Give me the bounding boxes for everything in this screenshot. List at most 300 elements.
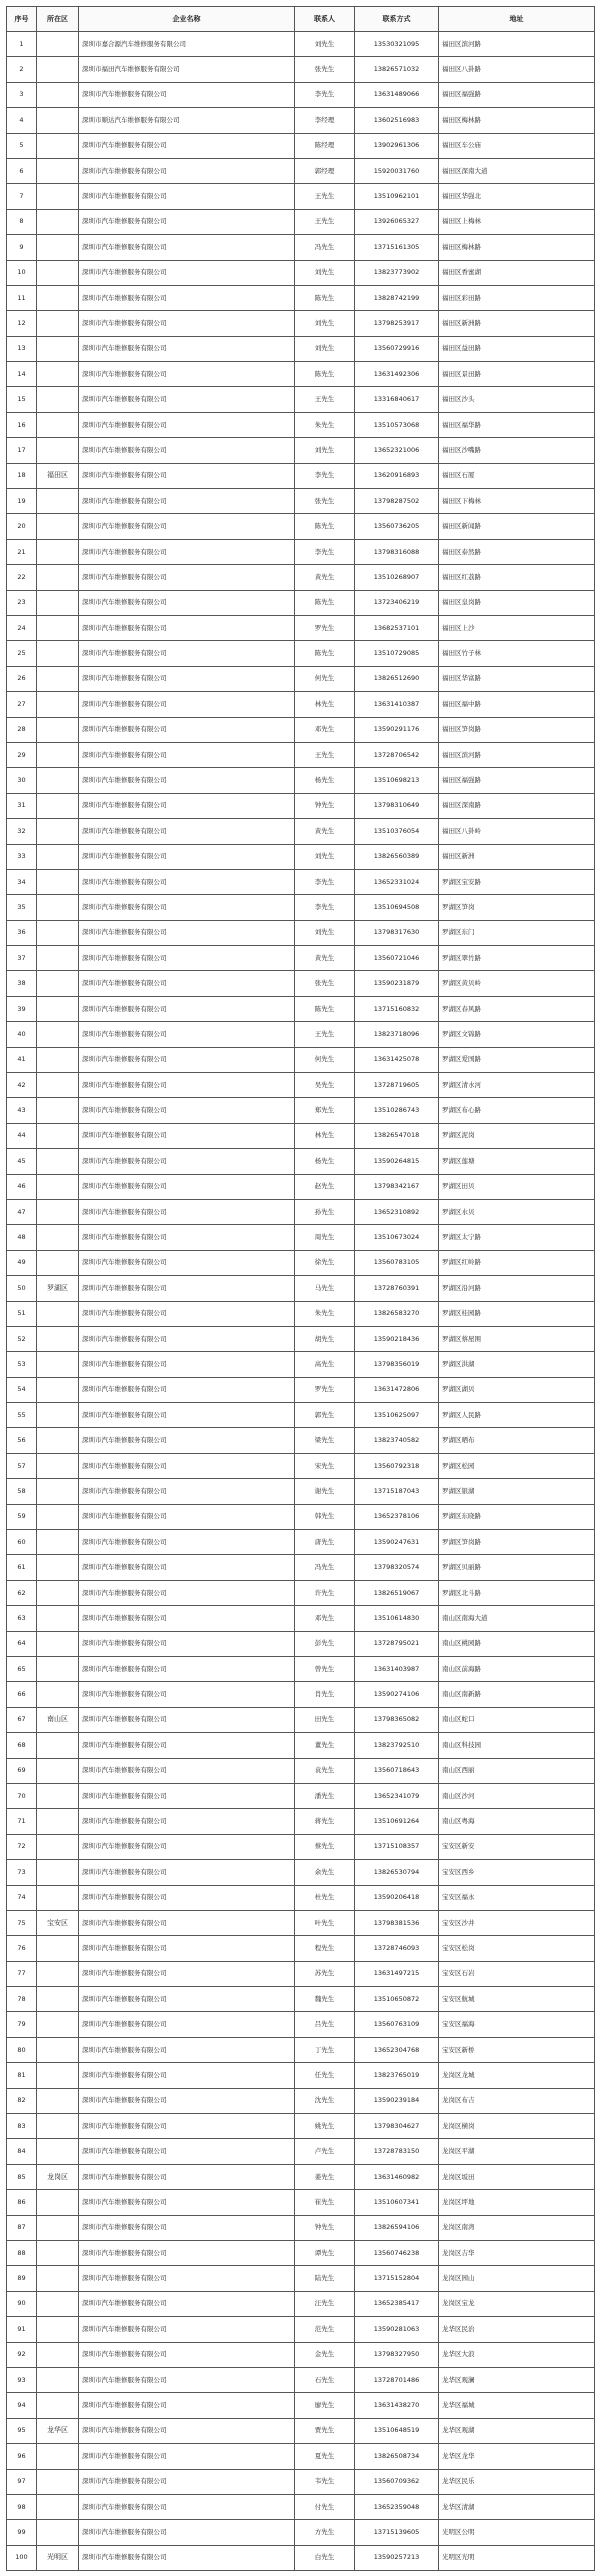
table-row [7,1098,595,1123]
cell-contact: 叶先生 [295,1910,355,1935]
cell-address: 罗湖区笋岗 [439,895,595,920]
cell-district [37,133,79,158]
table-row [7,2012,595,2037]
cell-seq: 52 [7,1326,37,1351]
cell-name: 深圳市汽车维修服务有限公司 [79,1326,295,1351]
header-phone: 联系方式 [355,7,439,32]
cell-seq: 97 [7,2469,37,2494]
cell-address: 宝安区西乡 [439,1860,595,1885]
cell-phone: 13798304627 [355,2114,439,2139]
cell-name: 深圳市汽车维修服务有限公司 [79,2139,295,2164]
cell-contact: 黄先生 [295,946,355,971]
cell-phone: 13510673024 [355,1225,439,1250]
cell-contact: 李先生 [295,869,355,894]
cell-seq: 90 [7,2291,37,2316]
cell-district [37,1301,79,1326]
table-row [7,260,595,285]
cell-address: 南山区蛇口 [439,1707,595,1732]
cell-address: 龙岗区坪地 [439,2190,595,2215]
table-row [7,1580,595,1605]
cell-name: 深圳市汽车维修服务有限公司 [79,1631,295,1656]
cell-address: 宝安区石岩 [439,1961,595,1986]
cell-district [37,2393,79,2418]
cell-phone: 13798342167 [355,1174,439,1199]
cell-district [37,1174,79,1199]
cell-contact: 张先生 [295,971,355,996]
table-row [7,2240,595,2265]
cell-seq: 2 [7,57,37,82]
cell-phone: 13510648519 [355,2418,439,2443]
cell-seq: 47 [7,1199,37,1224]
cell-address: 龙岗区平湖 [439,2139,595,2164]
cell-district [37,768,79,793]
cell-name: 深圳市汽车维修服务有限公司 [79,2190,295,2215]
cell-name: 深圳市汽车维修服务有限公司 [79,666,295,691]
cell-contact: 郑先生 [295,1098,355,1123]
cell-seq: 73 [7,1860,37,1885]
cell-contact: 郭经理 [295,158,355,183]
table-row [7,2444,595,2469]
cell-contact: 余先生 [295,1860,355,1885]
cell-seq: 30 [7,768,37,793]
table-row [7,565,595,590]
cell-seq: 72 [7,1834,37,1859]
table-row [7,2088,595,2113]
table-row [7,336,595,361]
cell-contact: 曾先生 [295,1657,355,1682]
table-row [7,311,595,336]
cell-contact: 冯先生 [295,1555,355,1580]
table-row [7,1809,595,1834]
cell-district [37,1149,79,1174]
cell-name: 深圳市汽车维修服务有限公司 [79,158,295,183]
cell-phone: 13715152804 [355,2266,439,2291]
table-row [7,1910,595,1935]
table-row [7,32,595,57]
cell-phone: 13728795021 [355,1631,439,1656]
cell-address: 罗湖区松园 [439,1453,595,1478]
cell-phone: 13723406219 [355,590,439,615]
cell-contact: 刘先生 [295,311,355,336]
table-row [7,1707,595,1732]
cell-seq: 59 [7,1504,37,1529]
cell-contact: 刘先生 [295,844,355,869]
cell-district [37,108,79,133]
table-row [7,2291,595,2316]
cell-name: 深圳市汽车维修服务有限公司 [79,2240,295,2265]
cell-district [37,590,79,615]
cell-contact: 夏先生 [295,2444,355,2469]
cell-district [37,285,79,310]
cell-phone: 13631425078 [355,1047,439,1072]
cell-phone: 13823773902 [355,260,439,285]
cell-district [37,1123,79,1148]
cell-seq: 15 [7,387,37,412]
cell-phone: 13798253917 [355,311,439,336]
cell-contact: 邓先生 [295,1606,355,1631]
cell-address: 罗湖区北斗路 [439,1580,595,1605]
cell-phone: 13631497215 [355,1961,439,1986]
cell-address: 福田区滨河路 [439,742,595,767]
cell-contact: 肖先生 [295,1682,355,1707]
table-row [7,133,595,158]
cell-address: 福田区八卦岭 [439,819,595,844]
cell-district [37,1530,79,1555]
cell-contact: 黄先生 [295,565,355,590]
cell-address: 宝安区沙井 [439,1910,595,1935]
cell-address: 罗湖区晒布 [439,1428,595,1453]
cell-district [37,920,79,945]
cell-seq: 64 [7,1631,37,1656]
cell-contact: 刘先生 [295,32,355,57]
cell-address: 罗湖区东门 [439,920,595,945]
cell-name: 深圳市汽车维修服务有限公司 [79,489,295,514]
cell-name: 深圳市汽车维修服务有限公司 [79,1936,295,1961]
cell-address: 福田区沙嘴路 [439,438,595,463]
cell-name: 深圳市汽车维修服务有限公司 [79,971,295,996]
cell-address: 罗湖区沿河路 [439,1276,595,1301]
cell-seq: 81 [7,2063,37,2088]
cell-name: 深圳市汽车维修服务有限公司 [79,1199,295,1224]
cell-phone: 13631492306 [355,362,439,387]
cell-address: 罗湖区田贝 [439,1174,595,1199]
cell-phone: 13316840617 [355,387,439,412]
cell-contact: 唐先生 [295,1530,355,1555]
cell-address: 罗湖区清水河 [439,1073,595,1098]
table-row [7,1250,595,1275]
cell-address: 福田区新闻路 [439,514,595,539]
cell-district [37,1961,79,1986]
cell-contact: 李先生 [295,539,355,564]
cell-district [37,387,79,412]
cell-name: 深圳市汽车维修服务有限公司 [79,2164,295,2189]
cell-name: 深圳市汽车维修服务有限公司 [79,362,295,387]
cell-address: 罗湖区人民路 [439,1403,595,1428]
cell-seq: 61 [7,1555,37,1580]
cell-address: 福田区车公庙 [439,133,595,158]
cell-name: 深圳市汽车维修服务有限公司 [79,1250,295,1275]
cell-district [37,362,79,387]
cell-phone: 13652304768 [355,2037,439,2062]
cell-name: 深圳市汽车维修服务有限公司 [79,2012,295,2037]
cell-address: 罗湖区泥岗 [439,1123,595,1148]
cell-address: 罗湖区洪湖 [439,1352,595,1377]
cell-contact: 林先生 [295,1123,355,1148]
cell-phone: 13510268907 [355,565,439,590]
table-row [7,1047,595,1072]
cell-phone: 13715108357 [355,1834,439,1859]
cell-contact: 徐先生 [295,1250,355,1275]
cell-seq: 9 [7,235,37,260]
cell-contact: 方先生 [295,2520,355,2545]
cell-name: 深圳市汽车维修服务有限公司 [79,2037,295,2062]
table-row [7,641,595,666]
cell-contact: 何先生 [295,666,355,691]
table-row [7,1987,595,2012]
cell-name: 深圳市顺达汽车维修服务有限公司 [79,108,295,133]
cell-seq: 10 [7,260,37,285]
cell-address: 福田区彩田路 [439,285,595,310]
table-row [7,2367,595,2392]
cell-contact: 陈先生 [295,514,355,539]
cell-district [37,1758,79,1783]
table-row [7,1733,595,1758]
cell-district [37,692,79,717]
cell-address: 罗湖区翠竹路 [439,946,595,971]
cell-contact: 张先生 [295,57,355,82]
cell-seq: 57 [7,1453,37,1478]
cell-name: 深圳市汽车维修服务有限公司 [79,1352,295,1377]
cell-contact: 杜先生 [295,1885,355,1910]
cell-phone: 13590291176 [355,717,439,742]
cell-phone: 13530321095 [355,32,439,57]
cell-phone: 13798320574 [355,1555,439,1580]
cell-seq: 8 [7,209,37,234]
cell-phone: 13510573068 [355,412,439,437]
cell-name: 深圳市汽车维修服务有限公司 [79,1910,295,1935]
cell-contact: 沈先生 [295,2088,355,2113]
cell-seq: 3 [7,82,37,107]
cell-contact: 袁先生 [295,1758,355,1783]
cell-contact: 丁先生 [295,2037,355,2062]
cell-name: 深圳市汽车维修服务有限公司 [79,1733,295,1758]
table-row [7,514,595,539]
cell-phone: 13826519067 [355,1580,439,1605]
cell-contact: 高先生 [295,1352,355,1377]
cell-seq: 83 [7,2114,37,2139]
cell-district [37,57,79,82]
table-row [7,2063,595,2088]
cell-address: 罗湖区蔡屋围 [439,1326,595,1351]
cell-seq: 31 [7,793,37,818]
cell-contact: 程先生 [295,1936,355,1961]
cell-name: 深圳市汽车维修服务有限公司 [79,1225,295,1250]
cell-contact: 崔先生 [295,2190,355,2215]
cell-seq: 7 [7,184,37,209]
cell-address: 罗湖区文锦路 [439,1022,595,1047]
cell-address: 宝安区松岗 [439,1936,595,1961]
table-row [7,1504,595,1529]
cell-name: 深圳市汽车维修服务有限公司 [79,717,295,742]
cell-district [37,641,79,666]
cell-district: 龙华区 [37,2418,79,2443]
cell-seq: 23 [7,590,37,615]
cell-address: 罗湖区莲塘 [439,1149,595,1174]
cell-district [37,2291,79,2316]
cell-district [37,2494,79,2519]
cell-seq: 32 [7,819,37,844]
cell-seq: 67 [7,1707,37,1732]
cell-name: 深圳市汽车维修服务有限公司 [79,793,295,818]
cell-seq: 65 [7,1657,37,1682]
cell-address: 福田区华强北 [439,184,595,209]
cell-phone: 13590231879 [355,971,439,996]
table-row [7,590,595,615]
cell-seq: 79 [7,2012,37,2037]
cell-phone: 13652385417 [355,2291,439,2316]
cell-seq: 53 [7,1352,37,1377]
cell-district [37,1555,79,1580]
cell-phone: 15920031760 [355,158,439,183]
cell-address: 福田区滨河路 [439,32,595,57]
cell-contact: 朱先生 [295,412,355,437]
cell-contact: 马先生 [295,1276,355,1301]
cell-name: 深圳市汽车维修服务有限公司 [79,463,295,488]
cell-address: 罗湖区银湖 [439,1479,595,1504]
cell-contact: 贾先生 [295,2418,355,2443]
table-row [7,1555,595,1580]
cell-address: 龙华区清湖 [439,2494,595,2519]
cell-contact: 王先生 [295,387,355,412]
cell-contact: 赵先生 [295,1174,355,1199]
cell-contact: 彭先生 [295,1631,355,1656]
table-row [7,692,595,717]
cell-address: 福田区梅林路 [439,235,595,260]
cell-address: 福田区新洲 [439,844,595,869]
table-row [7,1276,595,1301]
table-row [7,946,595,971]
table-row [7,1199,595,1224]
cell-seq: 94 [7,2393,37,2418]
cell-address: 罗湖区宝安路 [439,869,595,894]
cell-phone: 13510729085 [355,641,439,666]
cell-name: 深圳市汽车维修服务有限公司 [79,336,295,361]
cell-district [37,1733,79,1758]
cell-address: 宝安区新桥 [439,2037,595,2062]
cell-phone: 13652341079 [355,1783,439,1808]
cell-contact: 朱先生 [295,1301,355,1326]
cell-seq: 42 [7,1073,37,1098]
cell-address: 龙华区龙华 [439,2444,595,2469]
cell-phone: 13823718096 [355,1022,439,1047]
cell-name: 深圳市汽车维修服务有限公司 [79,235,295,260]
header-name: 企业名称 [79,7,295,32]
cell-contact: 王先生 [295,1022,355,1047]
table-row [7,2469,595,2494]
cell-seq: 62 [7,1580,37,1605]
cell-contact: 孙先生 [295,1199,355,1224]
cell-address: 福田区梅林路 [439,108,595,133]
table-row [7,1758,595,1783]
cell-district [37,1580,79,1605]
cell-address: 罗湖区布心路 [439,1098,595,1123]
cell-name: 深圳市汽车维修服务有限公司 [79,1047,295,1072]
table-row [7,1479,595,1504]
cell-address: 福田区石厦 [439,463,595,488]
header-seq: 序号 [7,7,37,32]
cell-contact: 何先生 [295,1047,355,1072]
cell-seq: 4 [7,108,37,133]
cell-district [37,793,79,818]
cell-phone: 13590206418 [355,1885,439,1910]
cell-district [37,82,79,107]
cell-name: 深圳市汽车维修服务有限公司 [79,2444,295,2469]
table-row [7,920,595,945]
cell-seq: 26 [7,666,37,691]
cell-phone: 13682537101 [355,615,439,640]
enterprise-table-wrapper [6,6,594,2571]
cell-name: 深圳市汽车维修服务有限公司 [79,692,295,717]
cell-address: 福田区福强路 [439,768,595,793]
table-row [7,2342,595,2367]
table-row [7,539,595,564]
cell-district [37,209,79,234]
cell-name: 深圳市福田汽车维修服务有限公司 [79,57,295,82]
cell-address: 龙华区民治 [439,2317,595,2342]
cell-district [37,489,79,514]
cell-phone: 13652321006 [355,438,439,463]
cell-address: 宝安区福海 [439,2012,595,2037]
cell-name: 深圳市汽车维修服务有限公司 [79,1504,295,1529]
cell-phone: 13902961306 [355,133,439,158]
cell-district [37,2037,79,2062]
table-row [7,412,595,437]
cell-phone: 13560718643 [355,1758,439,1783]
cell-seq: 74 [7,1885,37,1910]
table-row [7,996,595,1021]
cell-address: 龙岗区宝龙 [439,2291,595,2316]
cell-district [37,158,79,183]
cell-seq: 50 [7,1276,37,1301]
cell-seq: 48 [7,1225,37,1250]
cell-phone: 13715161305 [355,235,439,260]
table-row [7,1860,595,1885]
cell-address: 福田区上沙 [439,615,595,640]
cell-address: 龙华区福城 [439,2393,595,2418]
cell-address: 龙华区大浪 [439,2342,595,2367]
table-row [7,2545,595,2570]
cell-district [37,717,79,742]
cell-name: 深圳市汽车维修服务有限公司 [79,438,295,463]
cell-phone: 13590264815 [355,1149,439,1174]
cell-district [37,971,79,996]
table-row [7,1301,595,1326]
cell-contact: 卢先生 [295,2139,355,2164]
cell-phone: 13510962101 [355,184,439,209]
cell-name: 深圳市汽车维修服务有限公司 [79,2520,295,2545]
cell-name: 深圳市汽车维修服务有限公司 [79,82,295,107]
cell-contact: 钟先生 [295,2215,355,2240]
cell-district [37,2114,79,2139]
cell-contact: 林先生 [295,692,355,717]
table-row [7,1885,595,1910]
cell-district [37,1504,79,1529]
cell-phone: 13798310649 [355,793,439,818]
cell-district [37,1783,79,1808]
table-row [7,463,595,488]
cell-phone: 13590274106 [355,1682,439,1707]
cell-contact: 蒋先生 [295,1809,355,1834]
cell-address: 福田区福华路 [439,412,595,437]
cell-name: 深圳市汽车维修服务有限公司 [79,844,295,869]
cell-district [37,1098,79,1123]
cell-contact: 刘先生 [295,336,355,361]
cell-district [37,2469,79,2494]
cell-district [37,1834,79,1859]
cell-phone: 13798317630 [355,920,439,945]
cell-district: 罗湖区 [37,1276,79,1301]
cell-name: 深圳市汽车维修服务有限公司 [79,615,295,640]
cell-district [37,539,79,564]
cell-name: 深圳市汽车维修服务有限公司 [79,1276,295,1301]
table-row [7,2494,595,2519]
cell-name: 深圳市汽车维修服务有限公司 [79,1022,295,1047]
table-row [7,2418,595,2443]
cell-name: 深圳市汽车维修服务有限公司 [79,260,295,285]
table-row [7,844,595,869]
cell-district [37,869,79,894]
cell-contact: 郭先生 [295,1403,355,1428]
